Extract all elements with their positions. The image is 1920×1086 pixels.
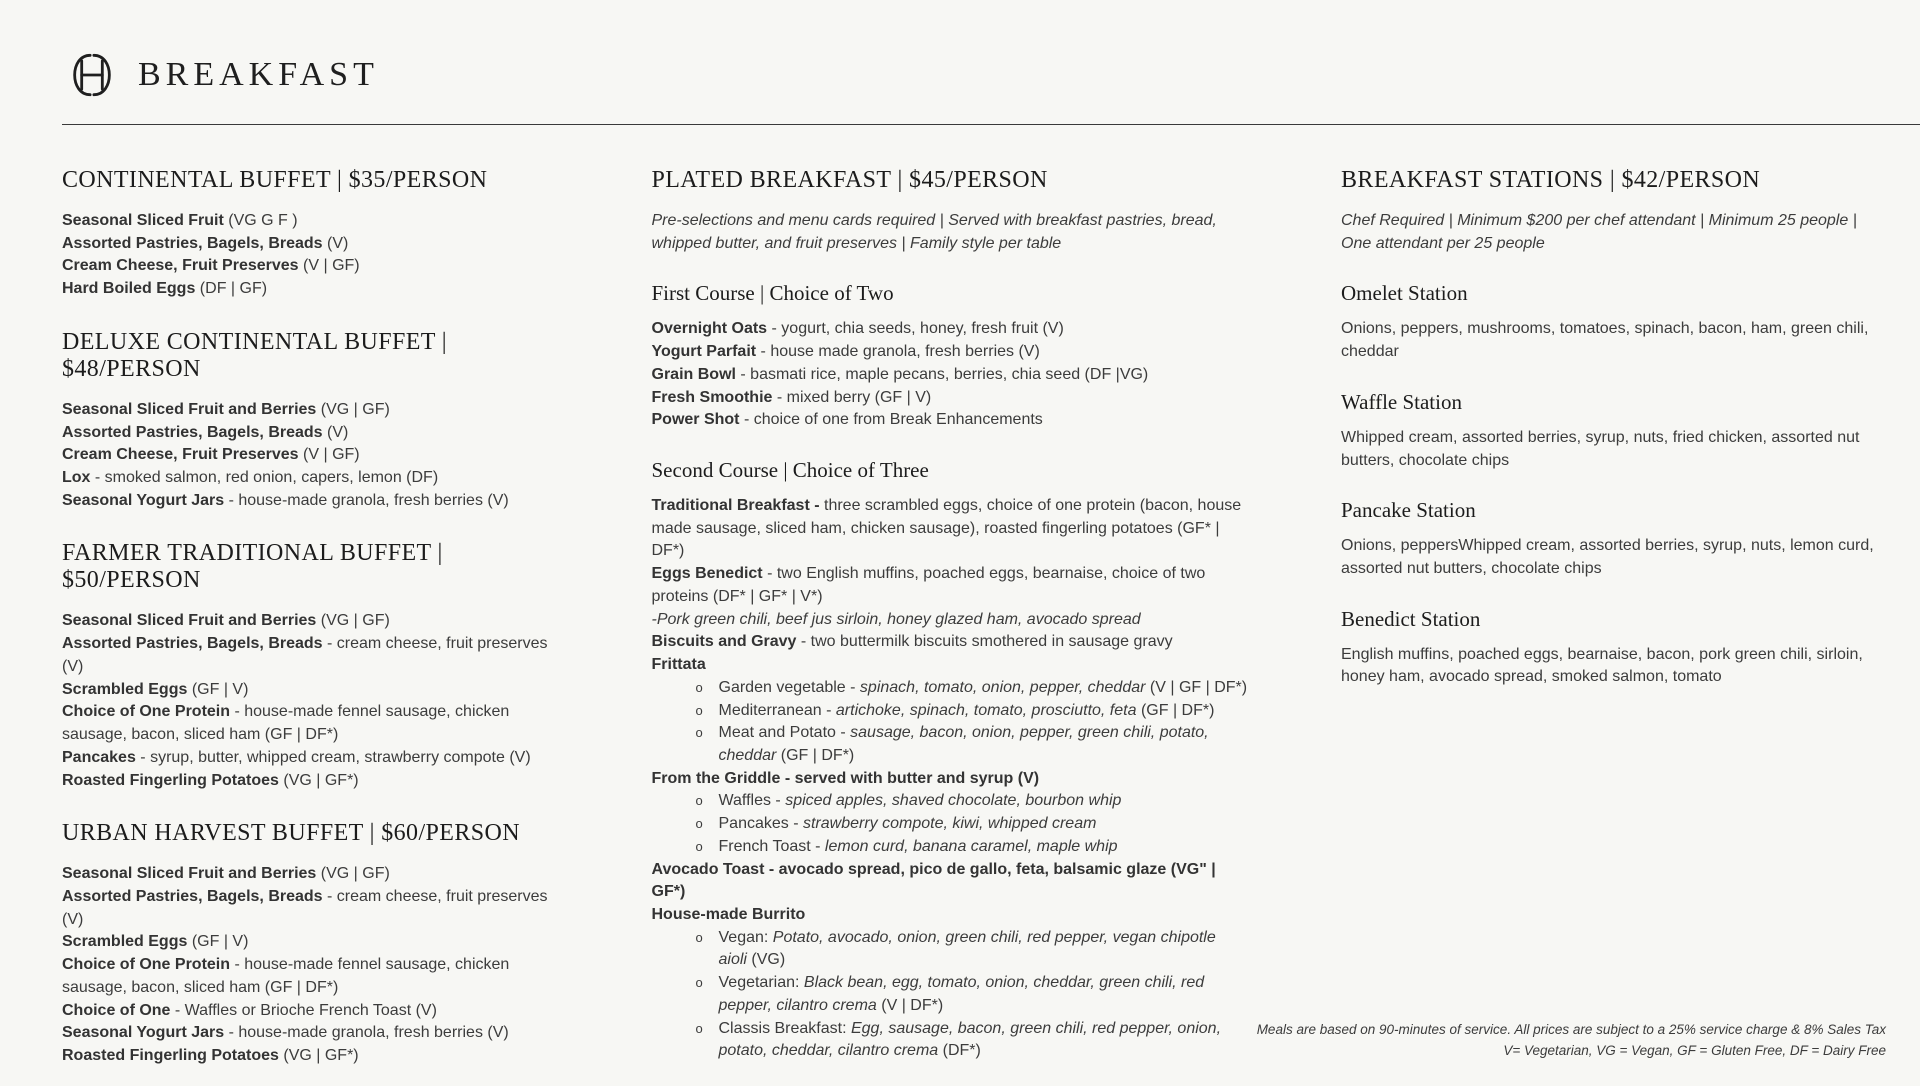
menu-item xyxy=(652,631,1249,654)
text-segment: (V) xyxy=(322,234,349,252)
text-segment: Vegan: xyxy=(718,928,773,946)
text-segment: (V | GF | DF*) xyxy=(1145,678,1248,696)
menu-item xyxy=(62,278,559,301)
menu-bullet-item xyxy=(652,813,1249,836)
page-footer xyxy=(1257,1020,1886,1062)
text-segment: (DF*) xyxy=(938,1042,981,1060)
menu-item xyxy=(62,610,559,633)
bullet-marker: o xyxy=(695,975,703,991)
menu-item xyxy=(652,364,1249,387)
text-segment: Choice of One xyxy=(62,1001,171,1019)
menu-item xyxy=(62,701,559,746)
text-segment: Fresh Smoothie xyxy=(651,388,773,406)
text-segment: Black bean, egg, tomato, onion, cheddar, green chili, red pepper, cilantro crema xyxy=(718,974,1205,1014)
text-segment: Assorted Pastries, Bagels, Breads xyxy=(62,887,323,905)
menu-item xyxy=(652,318,1249,341)
text-segment: artichoke, spinach, tomato, prosciutto, feta xyxy=(835,701,1137,719)
text-segment: Mediterranean - xyxy=(718,701,836,719)
text-segment: - cream cheese, fruit preserves (V) xyxy=(62,635,548,675)
text-segment: Scrambled Eggs xyxy=(62,933,188,951)
text-segment: - two English muffins, poached eggs, bearnaise, choice of two proteins (DF* | GF* | V*) xyxy=(651,565,1206,605)
text-segment: Egg, sausage, bacon, green chili, red pepper, onion, potato, cheddar, cilantro crema xyxy=(718,1019,1222,1060)
menu-item xyxy=(62,1022,559,1045)
text-segment: Cream Cheese, Fruit Preserves xyxy=(62,446,299,464)
menu-item xyxy=(652,563,1249,608)
text-segment: Meat and Potato - xyxy=(718,724,851,742)
station-description xyxy=(1341,535,1886,580)
text-segment: (GF | DF*) xyxy=(776,746,855,764)
text-segment: - smoked salmon, red onion, capers, lemon (DF) xyxy=(90,469,439,487)
text-segment: Seasonal Sliced Fruit and Berries xyxy=(62,865,317,883)
text-segment: Seasonal Yogurt Jars xyxy=(62,491,225,509)
bullet-marker: o xyxy=(695,929,703,945)
menu-columns xyxy=(62,139,1920,1086)
menu-item xyxy=(62,747,559,770)
menu-item xyxy=(62,679,559,702)
section-heading: BREAKFAST STATIONS | $42/PERSON xyxy=(1341,167,1761,193)
menu-section xyxy=(652,167,1249,1063)
menu-bullet-item xyxy=(652,700,1249,723)
text-segment: Potato, avocado, onion, green chili, red pepper, vegan chipotle aioli xyxy=(718,928,1216,969)
menu-item xyxy=(62,422,559,445)
text-segment: (V | GF) xyxy=(298,446,360,464)
text-segment: spiced apples, shaved chocolate, bourbon whip xyxy=(785,792,1122,810)
menu-item xyxy=(62,770,559,793)
text-segment: House-made Burrito xyxy=(651,905,806,923)
text-segment: Pancakes xyxy=(62,748,136,766)
text-segment: - yogurt, chia seeds, honey, fresh fruit (V) xyxy=(767,320,1064,338)
menu-bullet-item xyxy=(652,790,1249,813)
menu-item xyxy=(652,859,1249,904)
bullet-marker: o xyxy=(695,793,703,809)
text-segment: Frittata xyxy=(651,656,706,674)
text-segment: Scrambled Eggs xyxy=(62,680,188,698)
text-segment: (V) xyxy=(322,423,349,441)
menu-item xyxy=(62,490,559,513)
menu-bullet-item xyxy=(652,1018,1249,1063)
text-segment: Assorted Pastries, Bagels, Breads xyxy=(62,635,323,653)
text-segment: Pancakes - xyxy=(718,815,803,833)
bullet-marker: o xyxy=(695,1020,703,1036)
text-segment: Onions, peppersWhipped cream, assorted berries, syrup, nuts, lemon curd, assorted nut butters, chocolate chips xyxy=(1341,537,1874,578)
text-segment: Assorted Pastries, Bagels, Breads xyxy=(62,423,323,441)
text-segment: spinach, tomato, onion, pepper, cheddar xyxy=(859,678,1146,696)
text-segment: - house-made granola, fresh berries (V) xyxy=(224,491,509,509)
station-description xyxy=(1341,427,1886,472)
text-segment: Roasted Fingerling Potatoes xyxy=(62,771,279,789)
text-segment: Avocado Toast - avocado spread, pico de gallo, feta, balsamic glaze (VG" | GF*) xyxy=(651,860,1216,901)
text-segment: - basmati rice, maple pecans, berries, chia seed (DF |VG) xyxy=(735,365,1149,383)
menu-bullet-item xyxy=(652,927,1249,972)
text-segment: (VG | GF) xyxy=(316,400,390,418)
text-segment: Cream Cheese, Fruit Preserves xyxy=(62,257,299,275)
menu-item xyxy=(62,954,559,999)
text-segment: - house-made granola, fresh berries (V) xyxy=(224,1024,509,1042)
section-heading: PLATED BREAKFAST | $45/PERSON xyxy=(651,167,1048,193)
menu-section xyxy=(62,329,559,513)
text-segment: French Toast - xyxy=(718,837,825,855)
text-segment: - house-made fennel sausage, chicken sausage, bacon, sliced ham (GF | DF*) xyxy=(62,703,510,744)
text-segment: Hard Boiled Eggs xyxy=(62,280,196,298)
station-description xyxy=(1341,644,1886,689)
menu-bullet-item xyxy=(652,972,1249,1017)
text-segment: (VG G F ) xyxy=(223,212,298,229)
page-title: BREAKFAST xyxy=(138,56,379,93)
section-heading: DELUXE CONTINENTAL BUFFET | $48/PERSON xyxy=(62,328,447,382)
menu-item xyxy=(652,768,1249,791)
menu-item xyxy=(652,409,1249,432)
menu-bullet-item xyxy=(652,836,1249,859)
course-subheading: Omelet Station xyxy=(1341,281,1468,306)
text-segment: Pre-selections and menu cards required | Served with breakfast pastries, bread, whipped butter, and fruit preserves | Family style per table xyxy=(651,212,1217,252)
menu-item xyxy=(652,609,1249,632)
text-segment: Power Shot xyxy=(651,411,740,429)
course-subheading: Pancake Station xyxy=(1341,498,1476,523)
text-segment: -Pork green chili, beef jus sirloin, honey glazed ham, avocado spread xyxy=(651,610,1141,628)
text-segment: From the Griddle - served with butter and syrup (V) xyxy=(651,769,1040,787)
text-segment: Chef Required | Minimum $200 per chef attendant | Minimum 25 people | One attendant per 25 people xyxy=(1341,212,1857,252)
menu-item xyxy=(62,233,559,256)
station-description xyxy=(1341,318,1886,363)
text-segment: Traditional Breakfast - xyxy=(651,497,820,515)
text-segment: Onions, peppers, mushrooms, tomatoes, spinach, bacon, ham, green chili, cheddar xyxy=(1341,320,1869,361)
menu-section xyxy=(62,167,559,301)
menu-item xyxy=(62,1045,559,1068)
bullet-marker: o xyxy=(695,816,703,832)
text-segment: - cream cheese, fruit preserves (V) xyxy=(62,887,548,928)
menu-item xyxy=(62,886,559,931)
menu-section xyxy=(62,540,559,792)
text-segment: - choice of one from Break Enhancements xyxy=(739,411,1043,429)
bullet-marker: o xyxy=(695,725,703,741)
menu-item xyxy=(652,387,1249,410)
text-segment: Vegetarian: xyxy=(718,974,804,992)
text-segment: Seasonal Sliced Fruit xyxy=(62,212,224,229)
text-segment: - two buttermilk biscuits smothered in sausage gravy xyxy=(796,633,1173,651)
text-segment: (GF | V) xyxy=(187,680,249,698)
menu-item xyxy=(62,863,559,886)
text-segment: - syrup, butter, whipped cream, strawberry compote (V) xyxy=(135,748,531,766)
text-segment: three scrambled eggs, choice of one protein (bacon, house made sausage, sliced ham, chicken sausage), roasted fingerling potatoes (GF* | DF*) xyxy=(651,497,1242,560)
menu-item xyxy=(62,467,559,490)
menu-item xyxy=(652,904,1249,927)
text-segment: (GF | V) xyxy=(187,933,249,951)
text-segment: Eggs Benedict xyxy=(651,565,763,583)
course-subheading: Benedict Station xyxy=(1341,606,1481,631)
text-segment: (V | GF) xyxy=(298,257,360,275)
menu-column xyxy=(1341,139,1886,1086)
text-segment: - mixed berry (GF | V) xyxy=(772,388,932,406)
header-divider xyxy=(62,124,1920,125)
menu-item xyxy=(652,341,1249,364)
text-segment: Seasonal Yogurt Jars xyxy=(62,1024,225,1042)
bullet-marker: o xyxy=(695,702,703,718)
menu-item xyxy=(62,399,559,422)
text-segment: (V | DF*) xyxy=(876,996,944,1014)
text-segment: Yogurt Parfait xyxy=(651,343,757,361)
text-segment: (VG | GF) xyxy=(316,612,390,630)
text-segment: (VG | GF*) xyxy=(278,771,359,789)
menu-section xyxy=(62,820,559,1067)
footer-note-legend: V= Vegetarian, VG = Vegan, GF = Gluten Free, DF = Dairy Free xyxy=(1503,1043,1886,1059)
text-segment: Seasonal Sliced Fruit and Berries xyxy=(62,400,317,418)
text-segment: - Waffles or Brioche French Toast (V) xyxy=(170,1001,437,1019)
text-segment: sausage, bacon, onion, pepper, green chili, potato, cheddar xyxy=(718,724,1209,764)
section-intro xyxy=(652,210,1249,255)
menu-item xyxy=(62,255,559,278)
text-segment: (DF | GF) xyxy=(195,280,268,298)
section-heading: URBAN HARVEST BUFFET | $60/PERSON xyxy=(62,820,520,847)
menu-column xyxy=(62,139,559,1086)
menu-section xyxy=(1341,167,1886,689)
course-subheading: Waffle Station xyxy=(1341,389,1462,414)
text-segment: - house made granola, fresh berries (V) xyxy=(756,343,1040,361)
text-segment: (GF | DF*) xyxy=(1136,701,1215,719)
text-segment: (VG | GF*) xyxy=(278,1046,359,1064)
text-segment: Whipped cream, assorted berries, syrup, nuts, fried chicken, assorted nut butters, chocolate chips xyxy=(1341,428,1860,469)
menu-item xyxy=(652,654,1249,677)
menu-item xyxy=(62,210,559,233)
bullet-marker: o xyxy=(695,679,703,695)
section-intro xyxy=(1341,210,1886,255)
brand-monogram-logo xyxy=(62,52,122,98)
text-segment: Lox xyxy=(62,469,91,487)
menu-column xyxy=(652,139,1249,1086)
text-segment: Grain Bowl xyxy=(651,365,736,383)
menu-item xyxy=(652,495,1249,563)
menu-item xyxy=(62,931,559,954)
text-segment: (VG | GF) xyxy=(316,865,390,883)
text-segment: Choice of One Protein xyxy=(62,956,231,974)
text-segment: Roasted Fingerling Potatoes xyxy=(62,1046,279,1064)
menu-bullet-item xyxy=(652,677,1249,700)
text-segment: strawberry compote, kiwi, whipped cream xyxy=(802,815,1097,833)
text-segment: Classis Breakfast: xyxy=(718,1019,851,1037)
text-segment: Seasonal Sliced Fruit and Berries xyxy=(62,612,317,630)
text-segment: Biscuits and Gravy xyxy=(651,633,797,651)
menu-item xyxy=(62,444,559,467)
text-segment: Overnight Oats xyxy=(651,320,768,338)
text-segment: English muffins, poached eggs, bearnaise, bacon, pork green chili, sirloin, honey ham, avocado spread, smoked salmon, tomato xyxy=(1341,645,1863,686)
menu-item xyxy=(62,633,559,678)
page-header xyxy=(62,52,1920,98)
text-segment: Waffles - xyxy=(718,792,786,810)
course-subheading: Second Course | Choice of Three xyxy=(651,458,929,483)
section-heading: FARMER TRADITIONAL BUFFET | $50/PERSON xyxy=(62,540,443,594)
text-segment: - house-made fennel sausage, chicken sausage, bacon, sliced ham (GF | DF*) xyxy=(62,956,510,996)
section-heading: CONTINENTAL BUFFET | $35/PERSON xyxy=(62,167,488,193)
text-segment: Choice of One Protein xyxy=(62,703,231,721)
menu-bullet-item xyxy=(652,722,1249,767)
course-subheading: First Course | Choice of Two xyxy=(651,281,894,306)
footer-note-service: Meals are based on 90-minutes of service. All prices are subject to a 25% service charge & 8% Sales Tax xyxy=(1256,1022,1886,1038)
text-segment: lemon curd, banana caramel, maple whip xyxy=(824,837,1118,855)
text-segment: Assorted Pastries, Bagels, Breads xyxy=(62,234,323,252)
text-segment: (VG) xyxy=(746,951,786,969)
bullet-marker: o xyxy=(695,838,703,854)
text-segment: Garden vegetable - xyxy=(718,678,860,696)
menu-item xyxy=(62,1000,559,1023)
